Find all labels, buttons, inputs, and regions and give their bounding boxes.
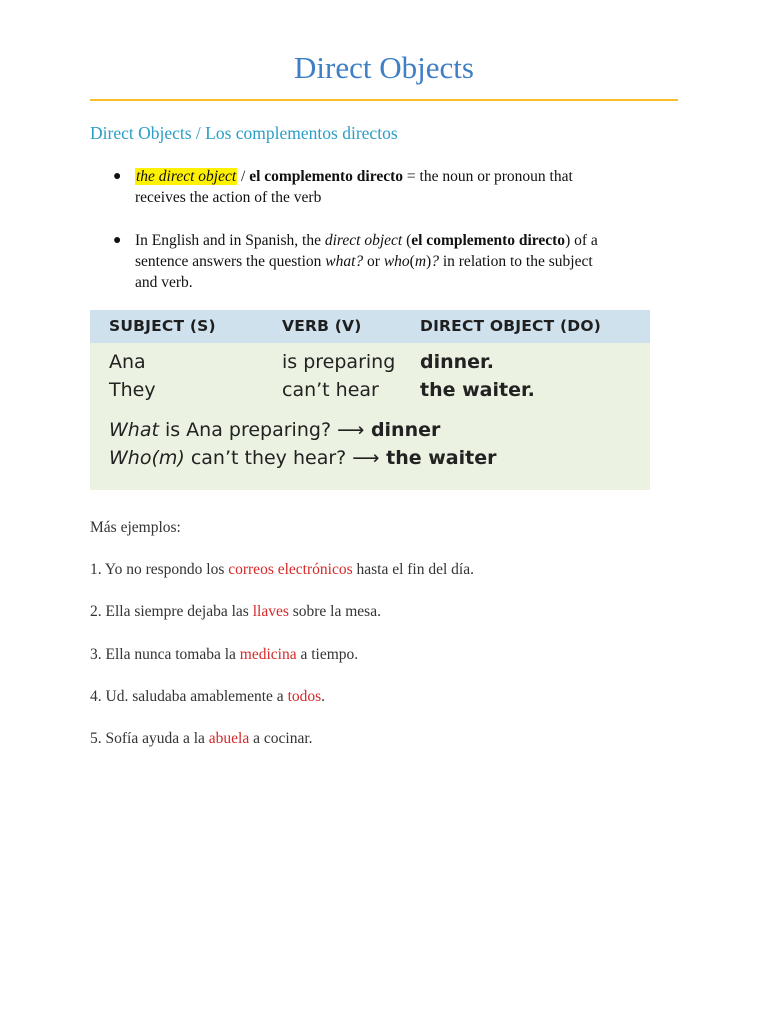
direct-object-word: llaves [252, 603, 289, 620]
arrow-right-icon: ⟶ [337, 419, 365, 441]
example-sentence [90, 644, 358, 666]
direct-object-word: correos electrónicos [228, 561, 353, 578]
direct-object-word: abuela [208, 730, 250, 747]
table-header [90, 310, 650, 343]
sentence-text: 3. Ella nunca tomaba la [90, 646, 240, 663]
definition-text-cont: receives the action of the verb [135, 189, 322, 206]
question-word: What [109, 419, 159, 441]
arrow-right-icon: ⟶ [352, 447, 380, 469]
header-direct-object: DIRECT OBJECT (DO) [420, 317, 602, 335]
sentence-text: a tiempo. [296, 646, 359, 663]
question-line [109, 416, 440, 444]
paren-text: ( [409, 253, 415, 270]
question-text: is Ana preparing? [158, 419, 338, 441]
explanation-text: ) of a [565, 232, 598, 249]
highlighted-term: the direct object [136, 168, 237, 185]
sentence-text: . [321, 688, 326, 705]
separator-text: / [237, 168, 250, 185]
italic-qmark: ? [431, 253, 439, 270]
italic-what: what? [325, 253, 364, 270]
cell-verb: can’t hear [282, 379, 379, 401]
sentence-text: 5. Sofía ayuda a la [90, 730, 209, 747]
bullet-dot-icon: ● [113, 169, 122, 184]
answer-text: dinner [364, 419, 441, 441]
sentence-text: hasta el fin del día. [352, 561, 474, 578]
definition-list [90, 166, 678, 293]
cell-direct-object: the waiter. [420, 379, 535, 401]
sentence-text: a cocinar. [249, 730, 313, 747]
explanation-text: in relation to the subject [438, 253, 593, 270]
bullet-dot-icon: ● [113, 233, 122, 248]
example-sentence [90, 559, 474, 581]
italic-m: m [414, 253, 427, 270]
question-word: Who(m) [109, 447, 185, 469]
cell-verb: is preparing [282, 351, 396, 373]
explanation-text: or [363, 253, 384, 270]
direct-object-word: medicina [239, 646, 297, 663]
question-text: can’t they hear? [184, 447, 353, 469]
sentence-text: 2. Ella siempre dejaba las [90, 603, 253, 620]
answer-text: the waiter [379, 447, 497, 469]
explanation-text: and verb. [135, 274, 193, 291]
title-divider [90, 99, 678, 101]
cell-subject: Ana [109, 351, 146, 373]
table-row [90, 376, 650, 404]
direct-object-word: todos [287, 688, 322, 705]
example-table [90, 310, 650, 490]
section-subtitle: Direct Objects / Los complementos directos [90, 123, 398, 143]
example-sentence [90, 728, 313, 750]
bold-term: el complemento directo [249, 168, 404, 185]
sentence-text: 4. Ud. saludaba amablemente a [90, 688, 288, 705]
bold-term: el complemento directo [411, 232, 566, 249]
explanation-text: In English and in Spanish, the [135, 232, 325, 249]
definition-text: = the noun or pronoun that [403, 168, 573, 185]
question-line [109, 444, 496, 472]
bullet-explanation [90, 230, 678, 293]
header-verb: VERB (V) [282, 317, 362, 335]
table-row [90, 348, 650, 376]
cell-subject: They [109, 379, 156, 401]
paren-text: ) [426, 253, 432, 270]
paren-text: ( [402, 232, 412, 249]
sentence-text: sobre la mesa. [288, 603, 381, 620]
example-sentence [90, 686, 325, 708]
explanation-text: sentence answers the question [135, 253, 326, 270]
page-title: Direct Objects [294, 50, 474, 85]
italic-term: direct object [324, 232, 403, 249]
bullet-definition [90, 166, 678, 208]
sentence-text: 1. Yo no respondo los [90, 561, 229, 578]
header-subject: SUBJECT (S) [109, 317, 216, 335]
example-sentence [90, 601, 381, 623]
examples-heading: Más ejemplos: [90, 519, 181, 536]
italic-who: who [383, 253, 410, 270]
cell-direct-object: dinner. [420, 351, 494, 373]
